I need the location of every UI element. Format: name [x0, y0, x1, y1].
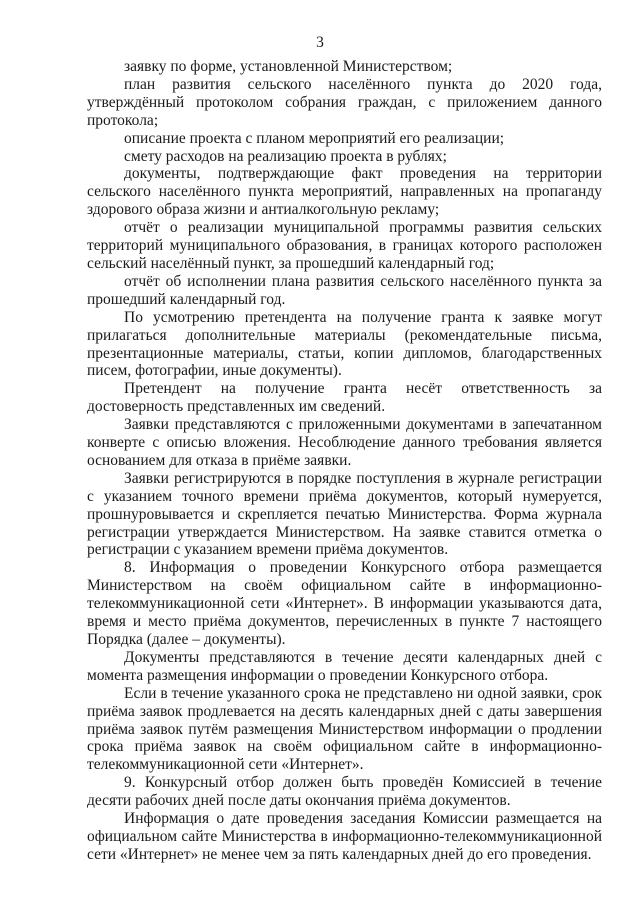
paragraph: 8. Информация о проведении Конкурсного отбора размещается Министерством на своём официальном сайте в информационно-телекоммуникационной сети «Интернет». В информации указываются дата, время и место приёма документов, перечисленных в пункте 7 настоящего Порядка (далее – документы). — [87, 559, 602, 648]
paragraph: отчёт об исполнении плана развития сельского населённого пункта за прошедший календарный год. — [87, 272, 602, 308]
paragraph: По усмотрению претендента на получение гранта к заявке могут прилагаться дополнительные материалы (рекомендательные письма, презентационные материалы, статьи, копии дипломов, благодарственных писем, фотографии, иные документы). — [87, 308, 602, 380]
paragraph: смету расходов на реализацию проекта в рублях; — [124, 147, 447, 165]
paragraph: Заявки представляются с приложенными документами в запечатанном конверте с описью вложения. Несоблюдение данного требования является основанием для отказа в приёме заявки. — [87, 416, 602, 469]
paragraph: заявку по форме, установленной Министерством; — [124, 58, 453, 75]
paragraph: документы, подтверждающие факт проведения на территории сельского населённого пункта мероприятий, направленных на пропаганду здорового образа жизни и антиалкогольную рекламу; — [87, 165, 602, 219]
paragraph: Заявки регистрируются в порядке поступления в журнале регистрации с указанием точного времени приёма документов, который нумеруется, прошнуровывается и скрепляется печатью Министерства. Форма журнала регистрации утверждается Министерством. На заявке ставится отметка о регистрации с указанием времени приёма документов. — [87, 469, 602, 559]
document-body — [87, 58, 602, 864]
paragraph: 9. Конкурсный отбор должен быть проведён Комиссией в течение десяти рабочих дней после даты окончания приёма документов. — [87, 774, 602, 810]
paragraph: план развития сельского населённого пункта до 2020 года, утверждённый протоколом собрания граждан, с приложением данного протокола; — [87, 75, 602, 129]
paragraph: описание проекта с планом мероприятий его реализации; — [124, 129, 505, 147]
paragraph: отчёт о реализации муниципальной программы развития сельских территорий муниципального образования, в границах которого расположен сельский населённый пункт, за прошедший календарный год; — [87, 219, 602, 272]
paragraph: Если в течение указанного срока не представлено ни одной заявки, срок приёма заявок продлевается на десять календарных дней с даты завершения приёма заявок путём размещения Министерством информации о продлении срока приёма заявок на своём официальном сайте в информационно-телекоммуникационной сети «Интернет». — [87, 684, 602, 774]
paragraph: Претендент на получение гранта несёт ответственность за достоверность представленных им сведений. — [87, 380, 602, 416]
paragraph: Документы представляются в течение десяти календарных дней с момента размещения информации о проведении Конкурсного отбора. — [87, 648, 602, 684]
page-number: 3 — [316, 34, 324, 51]
paragraph: Информация о дате проведения заседания Комиссии размещается на официальном сайте Министерства в информационно-телекоммуникационной сети «Интернет» не менее чем за пять календарных дней до его проведения. — [87, 810, 602, 863]
